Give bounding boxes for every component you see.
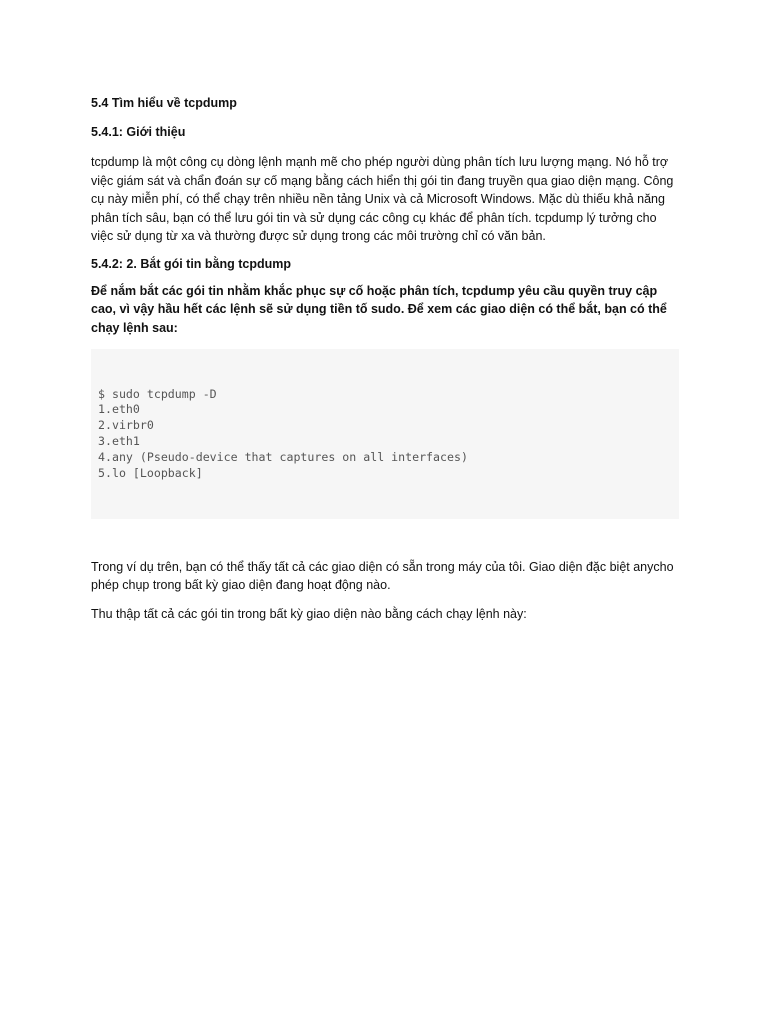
code-line: 3.eth1 — [98, 433, 140, 448]
code-line: 4.any (Pseudo-device that captures on all interfaces) — [98, 449, 468, 464]
code-line: 1.eth0 — [98, 402, 140, 417]
intro-paragraph: tcpdump là một công cụ dòng lệnh mạnh mẽ cho phép người dùng phân tích lưu lượng mạng. Nó hỗ trợ việc giám sát và chẩn đoán sự cố mạng bằng cách hiển thị gói tin đang truyền qua giao diện mạng. Công cụ này miễn phí, có thể chạy trên nhiều nền tảng Unix và cả Microsoft Windows. Mặc dù thiếu khả năng phân tích sâu, bạn có thể lưu gói tin và sử dụng các công cụ khác để phân tích. tcpdump lý tưởng cho việc sử dụng từ xa và thường được sử dụng trong các môi trường chỉ có văn bản. — [91, 155, 674, 243]
interfaces-explanation-paragraph: Trong ví dụ trên, bạn có thể thấy tất cả các giao diện có sẵn trong máy của tôi. Giao diện đặc biệt anycho phép chụp trong bất kỳ giao diện đang hoạt động nào. — [91, 559, 674, 593]
code-line: 5.lo [Loopback] — [98, 465, 203, 480]
code-block — [91, 349, 679, 519]
subsection-title-intro: 5.4.1: Giới thiệu — [91, 125, 186, 139]
code-line: $ sudo tcpdump -D — [98, 386, 217, 401]
code-line: 2.virbr0 — [98, 418, 154, 433]
capture-instructions-paragraph: Để nắm bắt các gói tin nhằm khắc phục sự cố hoặc phân tích, tcpdump yêu cầu quyền truy cập cao, vì vậy hầu hết các lệnh sẽ sử dụng tiền tố sudo. Để xem các giao diện có thể bắt, bạn có thể chạy lệnh sau: — [91, 283, 667, 335]
section-title: 5.4 Tìm hiểu về tcpdump — [91, 96, 237, 110]
capture-all-paragraph: Thu thập tất cả các gói tin trong bất kỳ giao diện nào bằng cách chạy lệnh này: — [91, 606, 527, 621]
subsection-title-capture: 5.4.2: 2. Bắt gói tin bằng tcpdump — [91, 256, 292, 271]
document-page — [91, 88, 679, 623]
